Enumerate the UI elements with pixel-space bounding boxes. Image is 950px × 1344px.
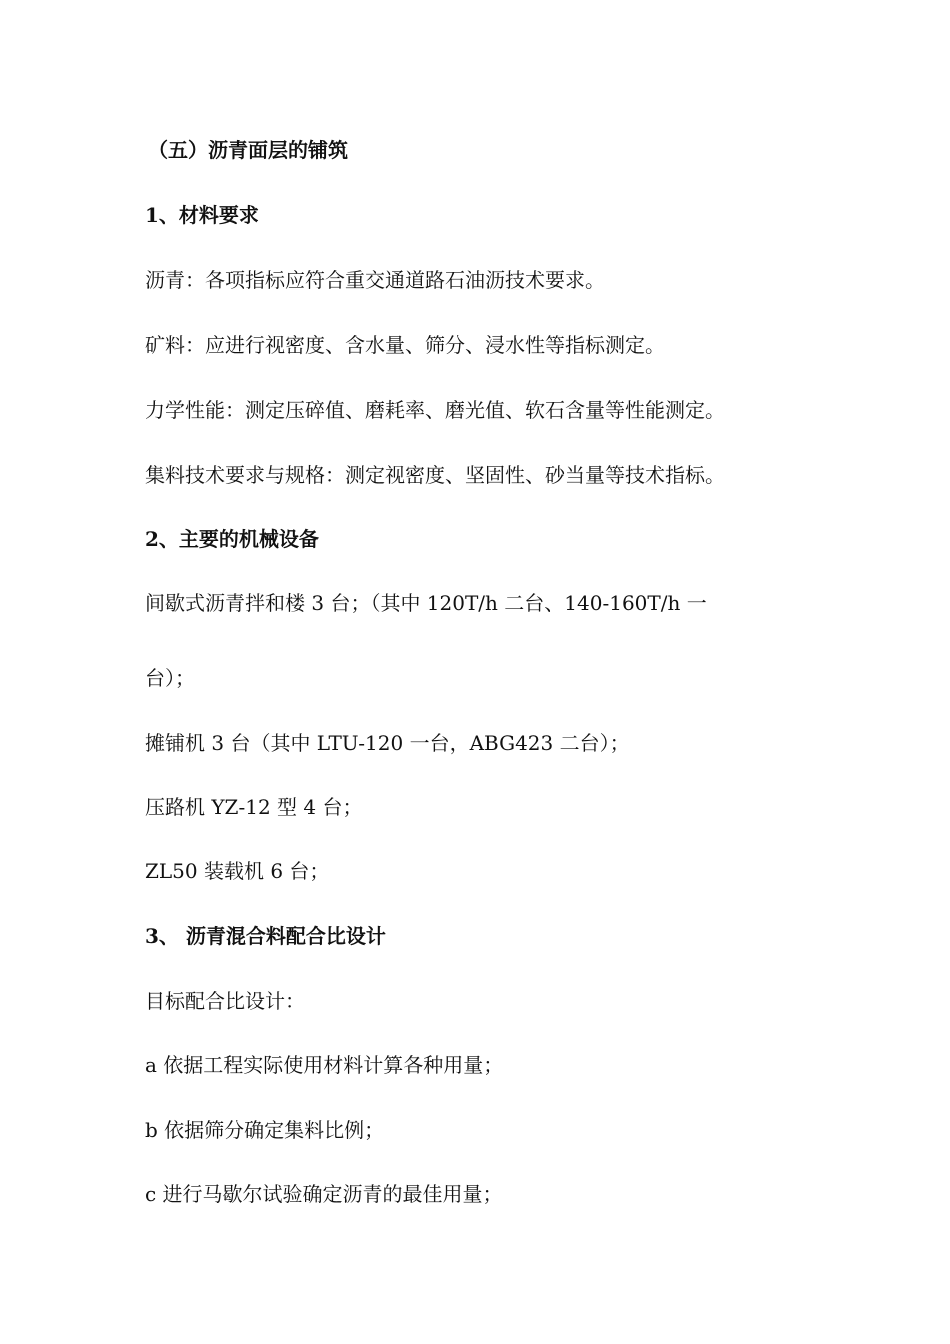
- paragraph-aggregate: 集料技术要求与规格：测定视密度、坚固性、砂当量等技术指标。: [145, 463, 725, 487]
- heading-materials: 1、材料要求: [145, 203, 259, 227]
- paragraph-roller: 压路机 YZ-12 型 4 台；: [145, 795, 363, 819]
- heading-equipment: 2、主要的机械设备: [145, 527, 319, 551]
- section-title: （五）沥青面层的铺筑: [148, 138, 348, 162]
- paragraph-target-design: 目标配合比设计：: [145, 989, 305, 1013]
- list-item-c: c 进行马歇尔试验确定沥青的最佳用量；: [145, 1182, 503, 1206]
- paragraph-mixing-plant: 间歇式沥青拌和楼 3 台；（其中 120T/h 二台、140-160T/h 一: [145, 591, 707, 615]
- list-item-b: b 依据筛分确定集料比例；: [145, 1118, 385, 1142]
- paragraph-loader: ZL50 装载机 6 台；: [145, 859, 330, 883]
- paragraph-mineral: 矿料：应进行视密度、含水量、筛分、浸水性等指标测定。: [145, 333, 665, 357]
- paragraph-asphalt: 沥青：各项指标应符合重交通道路石油沥技术要求。: [145, 268, 605, 292]
- heading-mix-design: 3、 沥青混合料配合比设计: [145, 924, 386, 948]
- paragraph-paver: 摊铺机 3 台（其中 LTU-120 一台，ABG423 二台）；: [145, 731, 630, 755]
- paragraph-mechanical: 力学性能：测定压碎值、磨耗率、磨光值、软石含量等性能测定。: [145, 398, 725, 422]
- paragraph-mixing-plant-cont: 台）；: [145, 666, 195, 690]
- list-item-a: a 依据工程实际使用材料计算各种用量；: [145, 1053, 504, 1077]
